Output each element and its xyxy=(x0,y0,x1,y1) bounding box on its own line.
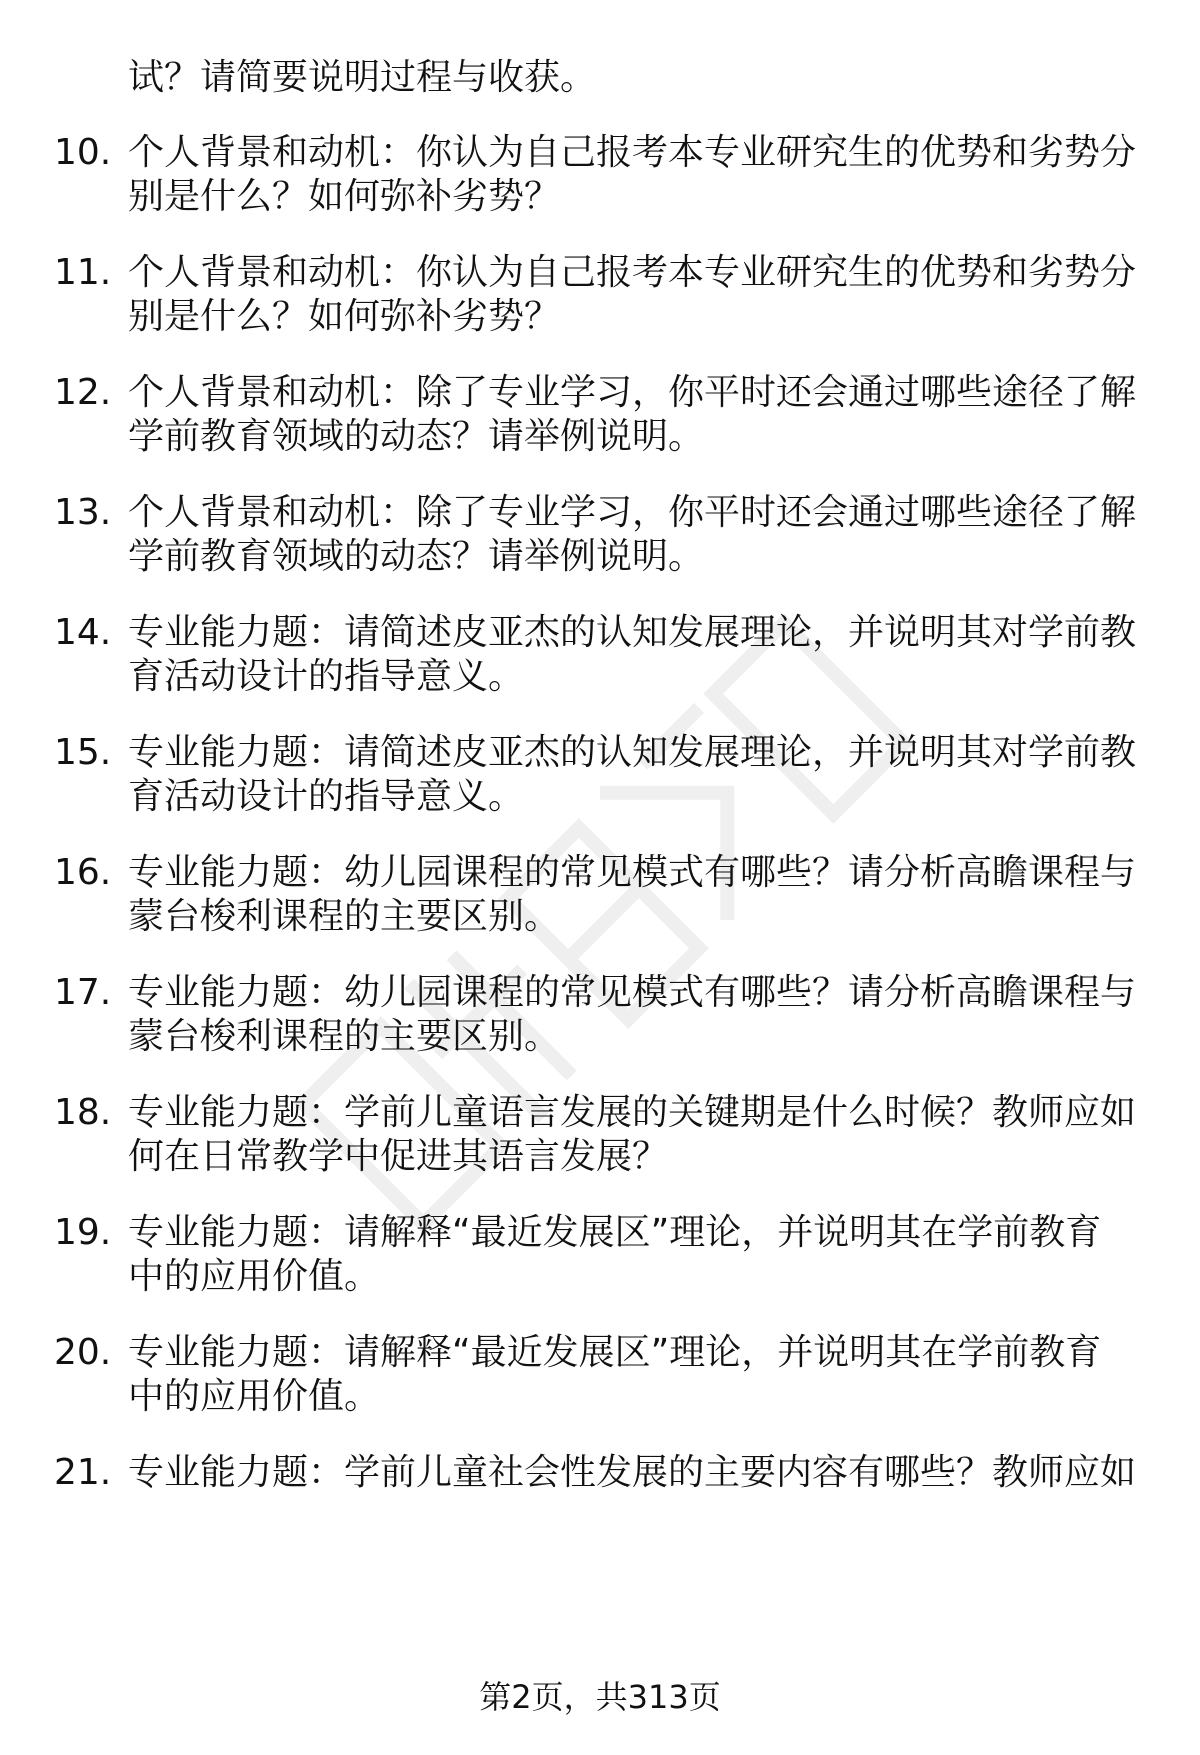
question-number: 18. xyxy=(54,1092,112,1133)
question-line-2: 中的应用价值。 xyxy=(128,1376,381,1417)
question-line-2: 蒙台梭利课程的主要区别。 xyxy=(128,896,561,937)
question-number: 21. xyxy=(54,1452,112,1493)
question-line-2: 育活动设计的指导意义。 xyxy=(128,776,525,817)
question-number: 14. xyxy=(54,612,112,653)
question-line-1: 个人背景和动机：除了专业学习，你平时还会通过哪些途径了解 xyxy=(128,372,1137,413)
question-line-1: 专业能力题：幼儿园课程的常见模式有哪些？请分析高瞻课程与 xyxy=(128,852,1137,893)
question-line-2: 中的应用价值。 xyxy=(128,1256,381,1297)
question-line-2: 育活动设计的指导意义。 xyxy=(128,656,525,697)
question-line-1: 专业能力题：请解释“最近发展区”理论，并说明其在学前教育 xyxy=(128,1332,1102,1373)
question-number: 16. xyxy=(54,852,112,893)
question-number: 19. xyxy=(54,1212,112,1253)
question-line-2: 何在日常教学中促进其语言发展？ xyxy=(128,1136,669,1177)
question-line-1: 专业能力题：请简述皮亚杰的认知发展理论，并说明其对学前教 xyxy=(128,612,1137,653)
question-line-1: 专业能力题：学前儿童社会性发展的主要内容有哪些？教师应如 xyxy=(128,1452,1137,1493)
question-line-1: 个人背景和动机：除了专业学习，你平时还会通过哪些途径了解 xyxy=(128,492,1137,533)
question-line-1: 专业能力题：幼儿园课程的常见模式有哪些？请分析高瞻课程与 xyxy=(128,972,1137,1013)
question-number: 10. xyxy=(54,132,112,173)
question-line-1: 专业能力题：请解释“最近发展区”理论，并说明其在学前教育 xyxy=(128,1212,1102,1253)
question-line-2: 别是什么？如何弥补劣势？ xyxy=(128,296,561,337)
question-line-1: 专业能力题：请简述皮亚杰的认知发展理论，并说明其对学前教 xyxy=(128,732,1137,773)
question-line-2: 蒙台梭利课程的主要区别。 xyxy=(128,1016,561,1057)
question-line-1: 专业能力题：学前儿童语言发展的关键期是什么时候？教师应如 xyxy=(128,1092,1137,1133)
question-number: 11. xyxy=(54,252,112,293)
question-number: 12. xyxy=(54,372,112,413)
intro-line: 试？请简要说明过程与收获。 xyxy=(128,57,597,98)
question-line-2: 学前教育领域的动态？请举例说明。 xyxy=(128,416,705,457)
question-number: 15. xyxy=(54,732,112,773)
question-line-2: 别是什么？如何弥补劣势？ xyxy=(128,176,561,217)
question-line-2: 学前教育领域的动态？请举例说明。 xyxy=(128,536,705,577)
question-number: 20. xyxy=(54,1332,112,1373)
question-line-1: 个人背景和动机：你认为自己报考本专业研究生的优势和劣势分 xyxy=(128,132,1137,173)
question-line-1: 个人背景和动机：你认为自己报考本专业研究生的优势和劣势分 xyxy=(128,252,1137,293)
question-number: 17. xyxy=(54,972,112,1013)
page-footer: 第2页，共313页 xyxy=(479,1678,721,1716)
question-number: 13. xyxy=(54,492,112,533)
